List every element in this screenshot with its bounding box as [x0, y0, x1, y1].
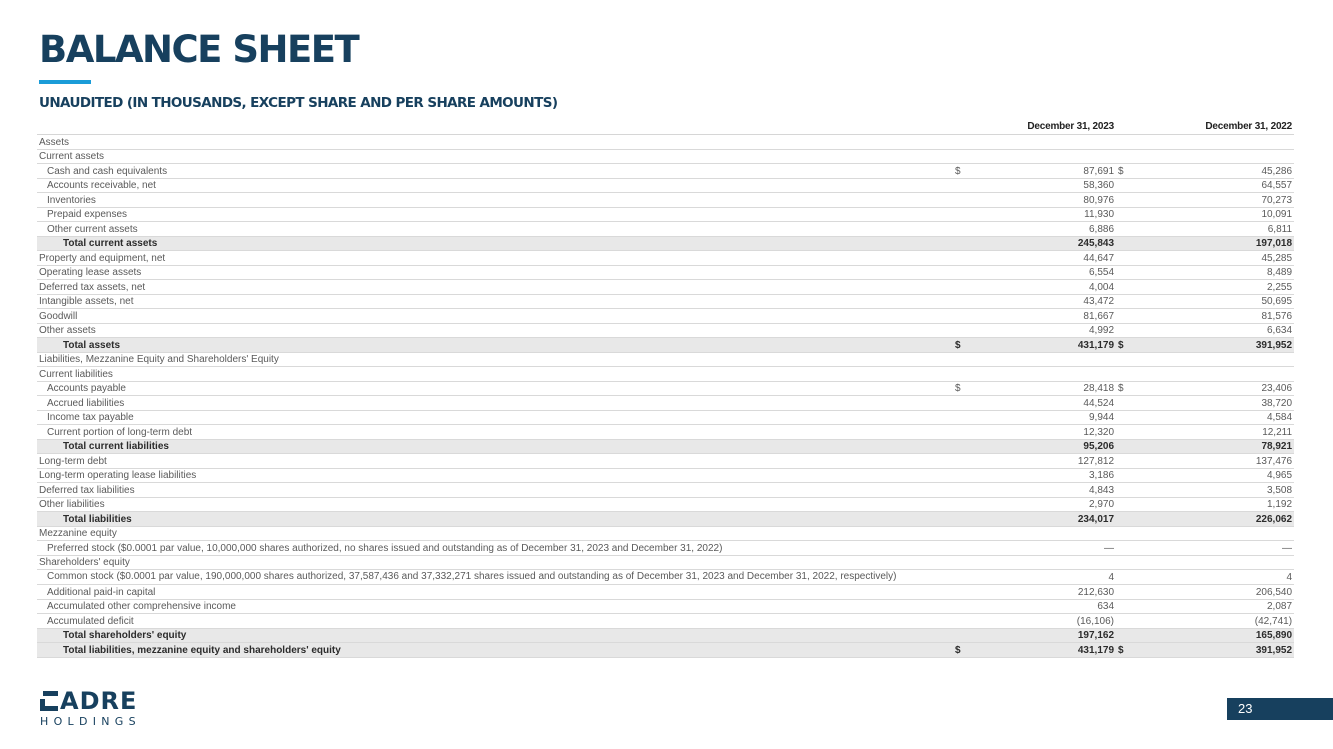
- value-2022: 8,489: [1138, 265, 1294, 280]
- logo-c-mark-icon: [40, 691, 58, 711]
- value-2022: [1138, 149, 1294, 164]
- value-2023: 3,186: [975, 468, 1116, 483]
- value-2023: 95,206: [975, 439, 1116, 454]
- value-2023: 44,647: [975, 251, 1116, 266]
- value-2023: 9,944: [975, 410, 1116, 425]
- value-2022: [1138, 555, 1294, 570]
- value-2023: (16,106): [975, 614, 1116, 629]
- value-2023: 6,886: [975, 222, 1116, 237]
- dollar-sign-2023: [953, 323, 975, 338]
- dollar-sign-2022: [1116, 483, 1138, 498]
- dollar-sign-2022: [1116, 207, 1138, 222]
- dollar-sign-2023: [953, 265, 975, 280]
- column-header-2022: December 31, 2022: [1116, 119, 1294, 135]
- dollar-sign-2022: [1116, 614, 1138, 629]
- dollar-sign-2023: $: [953, 338, 975, 353]
- table-row: [37, 541, 1294, 556]
- dollar-sign-2022: [1116, 410, 1138, 425]
- value-2022: 165,890: [1138, 628, 1294, 643]
- value-2023: 197,162: [975, 628, 1116, 643]
- value-2022: 197,018: [1138, 236, 1294, 251]
- value-2023: 11,930: [975, 207, 1116, 222]
- row-label: Accumulated deficit: [37, 614, 953, 629]
- value-2022: 137,476: [1138, 454, 1294, 469]
- dollar-sign-2022: [1116, 570, 1138, 585]
- page-title: BALANCE SHEET: [39, 28, 359, 71]
- row-label: Accounts receivable, net: [37, 178, 953, 193]
- row-label: Goodwill: [37, 309, 953, 324]
- dollar-sign-2022: [1116, 236, 1138, 251]
- dollar-sign-2022: [1116, 468, 1138, 483]
- value-2023: [975, 555, 1116, 570]
- dollar-sign-2022: [1116, 541, 1138, 556]
- title-underline: [39, 80, 91, 84]
- dollar-sign-2023: $: [953, 381, 975, 396]
- dollar-sign-2022: [1116, 251, 1138, 266]
- value-2022: 226,062: [1138, 512, 1294, 527]
- dollar-sign-2023: [953, 352, 975, 367]
- dollar-sign-2023: [953, 468, 975, 483]
- dollar-sign-2022: $: [1116, 338, 1138, 353]
- table-row: [37, 381, 1294, 396]
- row-label: Prepaid expenses: [37, 207, 953, 222]
- page-subtitle: UNAUDITED (IN THOUSANDS, EXCEPT SHARE AND PER SHARE AMOUNTS): [39, 95, 558, 111]
- value-2022: 391,952: [1138, 643, 1294, 658]
- value-2023: 4,004: [975, 280, 1116, 295]
- value-2022: 2,255: [1138, 280, 1294, 295]
- dollar-sign-2022: [1116, 526, 1138, 541]
- row-label: Other assets: [37, 323, 953, 338]
- dollar-sign-2022: [1116, 294, 1138, 309]
- logo-subtitle: HOLDINGS: [40, 715, 141, 728]
- value-2022: 4,584: [1138, 410, 1294, 425]
- row-label: Long-term debt: [37, 454, 953, 469]
- row-label: Long-term operating lease liabilities: [37, 468, 953, 483]
- row-label: Cash and cash equivalents: [37, 164, 953, 179]
- dollar-sign-2023: [953, 570, 975, 585]
- dollar-sign-2022: [1116, 396, 1138, 411]
- dollar-sign-2022: [1116, 323, 1138, 338]
- dollar-sign-2022: [1116, 265, 1138, 280]
- value-2022: [1138, 135, 1294, 150]
- table-row: [37, 367, 1294, 382]
- table-row: [37, 614, 1294, 629]
- row-label: Mezzanine equity: [37, 526, 953, 541]
- dollar-sign-2023: [953, 541, 975, 556]
- value-2023: [975, 526, 1116, 541]
- value-2022: 1,192: [1138, 497, 1294, 512]
- value-2022: 64,557: [1138, 178, 1294, 193]
- value-2022: 4: [1138, 570, 1294, 585]
- row-label: Total current assets: [37, 236, 953, 251]
- value-2023: 87,691: [975, 164, 1116, 179]
- value-2022: [1138, 367, 1294, 382]
- table-row: [37, 454, 1294, 469]
- value-2023: 634: [975, 599, 1116, 614]
- row-label: Preferred stock ($0.0001 par value, 10,000,000 shares authorized, no shares issued and outstanding as of December 31, 2023 and December 31, 2022): [37, 541, 953, 556]
- dollar-sign-2022: [1116, 367, 1138, 382]
- dollar-sign-2022: [1116, 497, 1138, 512]
- balance-sheet-table: [37, 119, 1294, 658]
- table-row: [37, 425, 1294, 440]
- table-row: [37, 599, 1294, 614]
- table-row: [37, 643, 1294, 658]
- logo-wordmark: ADRE: [60, 687, 138, 715]
- value-2023: [975, 149, 1116, 164]
- row-label: Liabilities, Mezzanine Equity and Shareholders' Equity: [37, 352, 953, 367]
- dollar-sign-2022: [1116, 149, 1138, 164]
- value-2023: 4,992: [975, 323, 1116, 338]
- table-row: [37, 555, 1294, 570]
- table-row: [37, 236, 1294, 251]
- value-2023: 431,179: [975, 643, 1116, 658]
- dollar-sign-2022: [1116, 628, 1138, 643]
- row-label: Deferred tax liabilities: [37, 483, 953, 498]
- value-2023: 58,360: [975, 178, 1116, 193]
- dollar-sign-2022: [1116, 178, 1138, 193]
- value-2023: [975, 352, 1116, 367]
- value-2023: 234,017: [975, 512, 1116, 527]
- row-label: Assets: [37, 135, 953, 150]
- value-2023: [975, 367, 1116, 382]
- value-2023: 6,554: [975, 265, 1116, 280]
- dollar-sign-2022: [1116, 222, 1138, 237]
- value-2022: 12,211: [1138, 425, 1294, 440]
- table-row: [37, 468, 1294, 483]
- value-2022: 23,406: [1138, 381, 1294, 396]
- value-2023: 80,976: [975, 193, 1116, 208]
- dollar-sign-2023: [953, 309, 975, 324]
- dollar-sign-2023: [953, 497, 975, 512]
- row-label: Total liabilities, mezzanine equity and shareholders' equity: [37, 643, 953, 658]
- value-2023: 212,630: [975, 585, 1116, 600]
- row-label: Other current assets: [37, 222, 953, 237]
- dollar-sign-2023: [953, 178, 975, 193]
- value-2022: 45,285: [1138, 251, 1294, 266]
- dollar-sign-2023: [953, 483, 975, 498]
- row-label: Additional paid-in capital: [37, 585, 953, 600]
- value-2023: [975, 135, 1116, 150]
- value-2022: 206,540: [1138, 585, 1294, 600]
- value-2023: 4,843: [975, 483, 1116, 498]
- row-label: Total current liabilities: [37, 439, 953, 454]
- value-2022: 70,273: [1138, 193, 1294, 208]
- table-row: [37, 280, 1294, 295]
- dollar-sign-2023: [953, 555, 975, 570]
- row-label: Inventories: [37, 193, 953, 208]
- dollar-sign-2023: [953, 193, 975, 208]
- dollar-sign-2023: [953, 585, 975, 600]
- value-2022: 50,695: [1138, 294, 1294, 309]
- table-body: [37, 135, 1294, 658]
- value-2023: 4: [975, 570, 1116, 585]
- table-row: [37, 323, 1294, 338]
- value-2022: 45,286: [1138, 164, 1294, 179]
- dollar-sign-2023: [953, 526, 975, 541]
- dollar-sign-2023: [953, 135, 975, 150]
- dollar-sign-2023: [953, 599, 975, 614]
- table-row: [37, 585, 1294, 600]
- table-row: [37, 352, 1294, 367]
- dollar-sign-2023: [953, 367, 975, 382]
- dollar-sign-2022: [1116, 439, 1138, 454]
- row-label: Other liabilities: [37, 497, 953, 512]
- table-row: [37, 265, 1294, 280]
- table-row: [37, 193, 1294, 208]
- value-2022: 38,720: [1138, 396, 1294, 411]
- company-logo: [40, 688, 141, 728]
- value-2022: [1138, 352, 1294, 367]
- value-2023: 12,320: [975, 425, 1116, 440]
- table-row: [37, 251, 1294, 266]
- dollar-sign-2022: [1116, 193, 1138, 208]
- value-2023: 127,812: [975, 454, 1116, 469]
- table-row: [37, 439, 1294, 454]
- table-row: [37, 135, 1294, 150]
- dollar-sign-2022: [1116, 135, 1138, 150]
- label-column-header: [37, 119, 953, 135]
- dollar-sign-2023: $: [953, 643, 975, 658]
- value-2023: 431,179: [975, 338, 1116, 353]
- row-label: Income tax payable: [37, 410, 953, 425]
- value-2022: 6,811: [1138, 222, 1294, 237]
- dollar-sign-2023: [953, 425, 975, 440]
- row-label: Deferred tax assets, net: [37, 280, 953, 295]
- table-row: [37, 570, 1294, 585]
- value-2022: 2,087: [1138, 599, 1294, 614]
- row-label: Total liabilities: [37, 512, 953, 527]
- dollar-sign-2023: [953, 628, 975, 643]
- dollar-sign-2023: [953, 614, 975, 629]
- row-label: Intangible assets, net: [37, 294, 953, 309]
- row-label: Total assets: [37, 338, 953, 353]
- value-2022: —: [1138, 541, 1294, 556]
- value-2022: 391,952: [1138, 338, 1294, 353]
- dollar-sign-2023: [953, 236, 975, 251]
- row-label: Current portion of long-term debt: [37, 425, 953, 440]
- table-row: [37, 309, 1294, 324]
- dollar-sign-2023: [953, 396, 975, 411]
- value-2022: [1138, 526, 1294, 541]
- table-row: [37, 164, 1294, 179]
- column-header-2023: December 31, 2023: [953, 119, 1116, 135]
- value-2023: 44,524: [975, 396, 1116, 411]
- value-2023: 81,667: [975, 309, 1116, 324]
- table-row: [37, 149, 1294, 164]
- row-label: Accumulated other comprehensive income: [37, 599, 953, 614]
- dollar-sign-2022: $: [1116, 381, 1138, 396]
- table-row: [37, 410, 1294, 425]
- row-label: Total shareholders' equity: [37, 628, 953, 643]
- table-row: [37, 483, 1294, 498]
- dollar-sign-2022: [1116, 585, 1138, 600]
- dollar-sign-2022: $: [1116, 164, 1138, 179]
- dollar-sign-2023: [953, 454, 975, 469]
- value-2022: 6,634: [1138, 323, 1294, 338]
- table-row: [37, 222, 1294, 237]
- dollar-sign-2022: [1116, 280, 1138, 295]
- row-label: Property and equipment, net: [37, 251, 953, 266]
- dollar-sign-2023: [953, 439, 975, 454]
- dollar-sign-2022: [1116, 309, 1138, 324]
- row-label: Accounts payable: [37, 381, 953, 396]
- dollar-sign-2023: [953, 207, 975, 222]
- row-label: Shareholders' equity: [37, 555, 953, 570]
- value-2023: 28,418: [975, 381, 1116, 396]
- table-row: [37, 178, 1294, 193]
- table-row: [37, 338, 1294, 353]
- row-label: Common stock ($0.0001 par value, 190,000,000 shares authorized, 37,587,436 and 37,332,271 shares issued and outstanding as of December 31, 2023 and December 31, 2022, respectively): [37, 570, 953, 585]
- value-2022: 3,508: [1138, 483, 1294, 498]
- value-2022: 81,576: [1138, 309, 1294, 324]
- table-row: [37, 526, 1294, 541]
- row-label: Current liabilities: [37, 367, 953, 382]
- row-label: Operating lease assets: [37, 265, 953, 280]
- dollar-sign-2023: [953, 251, 975, 266]
- dollar-sign-2023: [953, 222, 975, 237]
- table-row: [37, 207, 1294, 222]
- table-row: [37, 512, 1294, 527]
- dollar-sign-2022: [1116, 425, 1138, 440]
- row-label: Accrued liabilities: [37, 396, 953, 411]
- value-2022: 4,965: [1138, 468, 1294, 483]
- dollar-sign-2023: [953, 512, 975, 527]
- dollar-sign-2023: [953, 410, 975, 425]
- table-row: [37, 628, 1294, 643]
- dollar-sign-2023: [953, 149, 975, 164]
- page-number-badge: 23: [1227, 698, 1333, 720]
- table-row: [37, 294, 1294, 309]
- dollar-sign-2022: [1116, 352, 1138, 367]
- dollar-sign-2023: [953, 294, 975, 309]
- dollar-sign-2022: [1116, 555, 1138, 570]
- value-2022: 78,921: [1138, 439, 1294, 454]
- dollar-sign-2022: [1116, 512, 1138, 527]
- table-header-row: [37, 119, 1294, 135]
- dollar-sign-2023: [953, 280, 975, 295]
- table-row: [37, 497, 1294, 512]
- value-2022: 10,091: [1138, 207, 1294, 222]
- dollar-sign-2022: $: [1116, 643, 1138, 658]
- value-2022: (42,741): [1138, 614, 1294, 629]
- value-2023: —: [975, 541, 1116, 556]
- dollar-sign-2022: [1116, 599, 1138, 614]
- row-label: Current assets: [37, 149, 953, 164]
- dollar-sign-2023: $: [953, 164, 975, 179]
- value-2023: 245,843: [975, 236, 1116, 251]
- value-2023: 2,970: [975, 497, 1116, 512]
- dollar-sign-2022: [1116, 454, 1138, 469]
- table-row: [37, 396, 1294, 411]
- value-2023: 43,472: [975, 294, 1116, 309]
